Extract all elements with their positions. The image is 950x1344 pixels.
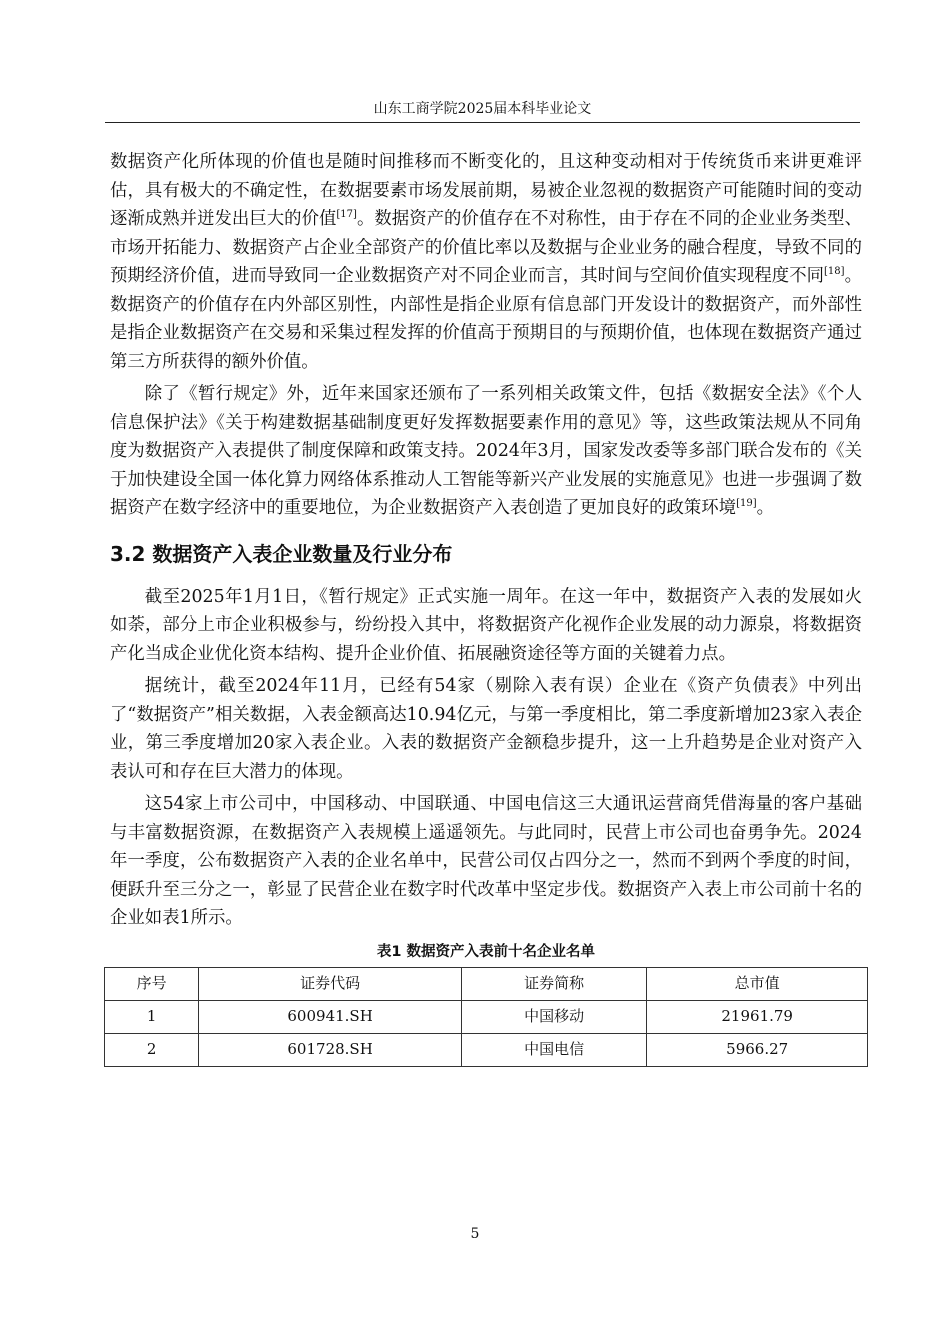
table-header-cell: 证券代码 — [199, 967, 462, 1000]
paragraph-text: 。 — [756, 498, 775, 518]
table-row — [105, 1000, 868, 1033]
data-table — [104, 967, 868, 1067]
page-content — [110, 148, 862, 1067]
table-cell: 601728.SH — [199, 1033, 462, 1066]
section-title: 3.2 数据资产入表企业数量及行业分布 — [110, 541, 453, 566]
table-header-cell: 总市值 — [647, 967, 868, 1000]
table-cell: 中国电信 — [461, 1033, 646, 1066]
citation: [17] — [336, 209, 357, 221]
page-number: 5 — [470, 1226, 480, 1242]
paragraph-policy — [110, 380, 862, 523]
paragraph: 据统计，截至2024年11月，已经有54家（剔除入表有误）企业在《资产负债表》中列出了“数据资产”相关数据，入表金额高达10.94亿元，与第一季度相比，第二季度新增加23家入表企业，第三季度增加20家入表企业。入表的数据资产金额稳步提升，这一上升趋势是企业对资产入表认可和存在巨大潜力的体现。 — [110, 676, 862, 782]
table-header-cell: 证券简称 — [461, 967, 646, 1000]
table-cell: 21961.79 — [647, 1000, 868, 1033]
table-cell: 1 — [105, 1000, 199, 1033]
table-header-cell: 序号 — [105, 967, 199, 1000]
table-cell: 5966.27 — [647, 1033, 868, 1066]
paragraph-text: 。数据资产的价值存在不对称性，由于存在不同的企业业务类型、市场开拓能力、数据资产占企业全部资产的价值比率以及数据与企业业务的融合程度，导致不同的预期经济价值，进而导致同一企业数据资产对不同企业而言，其时间与空间价值实现程度不同 — [110, 209, 862, 286]
page-header: 山东工商学院2025届本科毕业论文 — [105, 100, 860, 123]
table-header-row — [105, 967, 868, 1000]
table-cell: 中国移动 — [461, 1000, 646, 1033]
table-row — [105, 1033, 868, 1066]
paragraph: 这54家上市公司中，中国移动、中国联通、中国电信这三大通讯运营商凭借海量的客户基础与丰富数据资源，在数据资产入表规模上遥遥领先。与此同时，民营上市公司也奋勇争先。2024年一季度，公布数据资产入表的企业名单中，民营公司仅占四分之一，然而不到两个季度的时间，便跃升至三分之一，彰显了民营企业在数字时代改革中坚定步伐。数据资产入表上市公司前十名的企业如表1所示。 — [110, 794, 862, 928]
paragraph-text: 。数据资产的价值存在内外部区别性，内部性是指企业原有信息部门开发设计的数据资产，而外部性是指企业数据资产在交易和采集过程发挥的价值高于预期目的与预期价值，也体现在数据资产通过第三方所获得的额外价值。 — [110, 266, 862, 372]
paragraph: 截至2025年1月1日，《暂行规定》正式实施一周年。在这一年中，数据资产入表的发展如火如荼，部分上市企业积极参与，纷纷投入其中，将数据资产化视作企业发展的动力源泉，将数据资产化当成企业优化资本结构、提升企业价值、拓展融资途径等方面的关键着力点。 — [110, 586, 862, 664]
paragraph-text: 数据资产化所体现的价值也是随时间推移而不断变化的，且这种变动相对于传统货币来讲更难评估，具有极大的不确定性，在数据要素市场发展前期，易被企业忽视的数据资产可能随时间的变动逐渐成熟并迸发出巨大的价值 — [110, 152, 862, 229]
citation: [19] — [736, 498, 757, 510]
paragraph-text: 除了《暂行规定》外，近年来国家还颁布了一系列相关政策文件，包括《数据安全法》《个人信息保护法》《关于构建数据基础制度更好发挥数据要素作用的意见》等，这些政策法规从不同角度为数据资产入表提供了制度保障和政策支持。2024年3月，国家发改委等多部门联合发布的《关于加快建设全国一体化算力网络体系推动人工智能等新兴产业发展的实施意见》也进一步强调了数据资产在数字经济中的重要地位，为企业数据资产入表创造了更加良好的政策环境 — [110, 384, 862, 518]
table-cell: 2 — [105, 1033, 199, 1066]
table-cell: 600941.SH — [199, 1000, 462, 1033]
citation: [18] — [824, 266, 845, 278]
table-caption: 表1 数据资产入表前十名企业名单 — [376, 943, 596, 960]
paragraph-continued — [110, 148, 862, 376]
